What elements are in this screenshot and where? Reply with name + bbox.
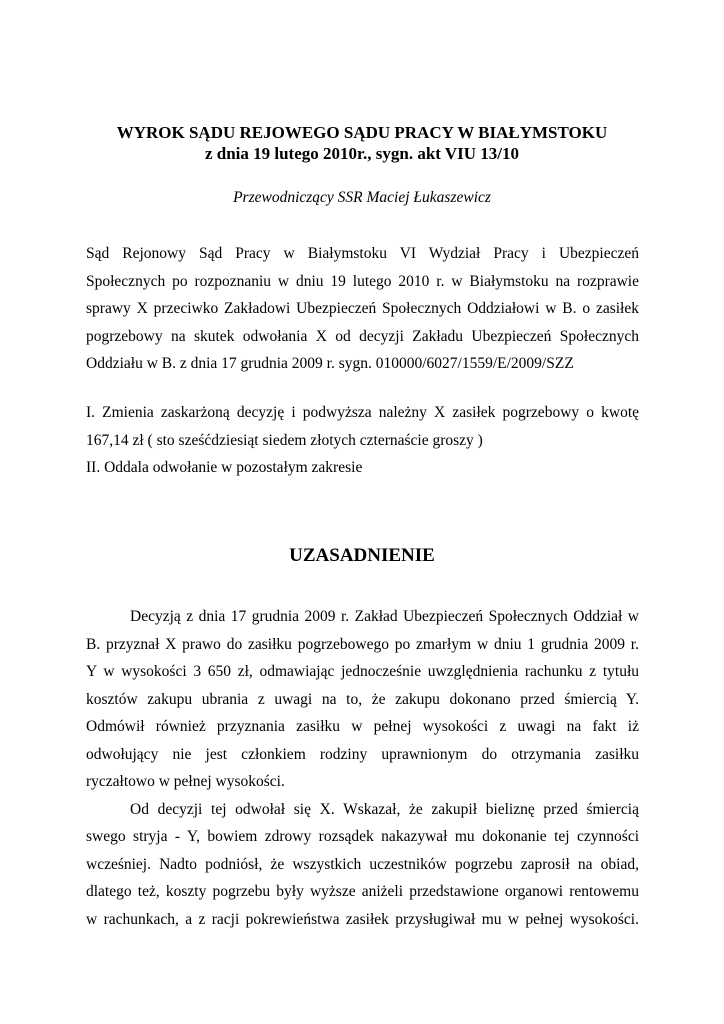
text-line: Sąd Rejonowy Sąd Pracy w Białymstoku VI Wydział Pracy i Ubezpieczeń — [86, 245, 639, 262]
text-line: ryczałtowo w pełnej wysokości. — [86, 773, 285, 790]
justification-body — [86, 603, 639, 933]
text-line: w rachunkach, a z racji pokrewieństwa zasiłek przysługiwał mu w pełnej wysokości. — [86, 910, 639, 928]
text-line: pogrzebowy na skutek odwołania X od decyzji Zakładu Ubezpieczeń Społecznych — [86, 327, 639, 345]
text-line: Oddziału w B. z dnia 17 grudnia 2009 r. sygn. 010000/6027/1559/E/2009/SZZ — [86, 355, 574, 372]
presiding-judge: Przewodniczący SSR Maciej Łukaszewicz — [233, 189, 491, 206]
text-line: Odmówił również przyznania zasiłku w pełnej wysokości z uwagi na fakt iż — [86, 718, 639, 735]
justification-heading: UZASADNIENIE — [289, 545, 435, 566]
title-line-date-signature: z dnia 19 lutego 2010r., sygn. akt VIU 13/10 — [204, 144, 520, 163]
text-line: Y w wysokości 3 650 zł, odmawiając jednocześnie uwzględnienia rachunku z tytułu — [86, 663, 639, 680]
text-line: kosztów zakupu ubrania z uwagi na to, że zakupu dokonano przed śmiercią Y. — [86, 690, 639, 708]
title-line-court: WYROK SĄDU REJOWEGO SĄDU PRACY W BIAŁYMSTOKU — [116, 123, 608, 142]
text-line: Społecznych po rozpoznaniu w dniu 19 lutego 2010 r. w Białymstoku na rozprawie — [86, 272, 639, 290]
text-line: sprawy X przeciwko Zakładowi Ubezpieczeń Społecznych Oddziałowi w B. o zasiłek — [86, 300, 639, 317]
ruling-point-1: I. Zmienia zaskarżoną decyzję i podwyższa należny X zasiłek pogrzebowy o kwotę — [86, 404, 639, 421]
text-line: swego stryja - Y, bowiem zdrowy rozsądek nakazywał mu dokonanie tej czynności — [86, 828, 639, 845]
text-line: odwołujący nie jest członkiem rodziny uprawnionym do otrzymania zasiłku — [86, 745, 639, 763]
text-line: dlatego też, koszty pogrzebu były wyższe aniżeli przedstawione organowi rentowemu — [86, 883, 639, 900]
text-line: wcześniej. Nadto podniósł, że wszystkich uczestników pogrzebu zaprosił na obiad, — [86, 855, 639, 873]
intro-paragraph — [86, 240, 639, 378]
judgment-title — [0, 122, 724, 164]
text-line: B. przyznał X prawo do zasiłku pogrzebowego po zmarłym w dniu 1 grudnia 2009 r. — [86, 635, 639, 653]
ruling-point-1-amount: 167,14 zł ( sto sześćdziesiąt siedem złotych czternaście groszy ) — [86, 431, 483, 449]
text-line: Decyzją z dnia 17 grudnia 2009 r. Zakład Ubezpieczeń Społecznych Oddział w — [130, 608, 639, 625]
ruling-section — [86, 399, 639, 482]
text-line: Od decyzji tej odwołał się X. Wskazał, że zakupił bieliznę przed śmiercią — [130, 800, 639, 818]
ruling-point-2: II. Oddala odwołanie w pozostałym zakresie — [86, 459, 363, 476]
